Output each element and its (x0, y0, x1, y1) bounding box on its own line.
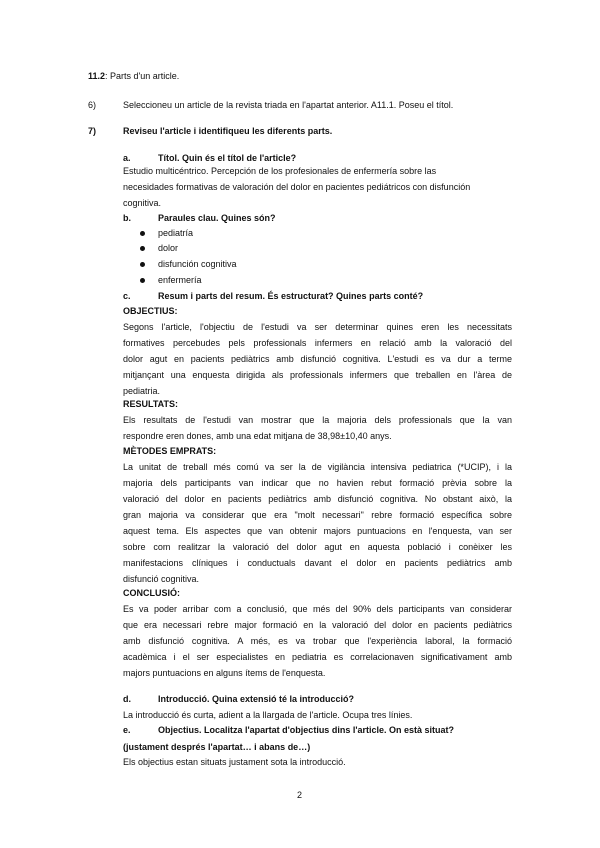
conclusio-line: acadèmica i el ser especialistes en pediatria es correlacionaven significativament amb (123, 652, 512, 662)
answer-a-line: Estudio multicéntrico. Percepción de los profesionales de enfermería sobre las (123, 166, 437, 176)
question-b-text: Paraules clau. Quines són? (158, 213, 276, 223)
metodes-line: gran majoria va considerar que era "molt necessari" rebre formació específica sobre (123, 510, 512, 520)
bullet-icon (140, 262, 145, 267)
keyword-item: pediatría (158, 228, 194, 238)
answer-a-line: cognitiva. (123, 198, 162, 208)
conclusio-line: que era necessari rebre major formació en la valoració del dolor en pacients pediàtrics (123, 620, 512, 630)
question-d-letter: d. (123, 694, 131, 704)
question-c-text: Resum i parts del resum. És estructurat? Quines parts conté? (158, 291, 424, 301)
metodes-line: majoria dels participants van indicar que no havien rebut formació prèvia sobre la (123, 478, 512, 488)
metodes-line: sobre com realitzar la valoració del dolor agut en aquesta població i conèixer les (123, 542, 512, 552)
resultats-line: respondre eren dones, amb una edat mitjana de 38,98±10,40 anys. (123, 431, 392, 441)
item-7-number: 7) (88, 126, 97, 136)
item-6-text: Seleccioneu un article de la revista triada en l'apartat anterior. A11.1. Poseu el títol. (123, 100, 454, 110)
metodes-heading: MÈTODES EMPRATS: (123, 446, 217, 456)
objectius-line: mitjançant una enquesta dirigida als professionals infermers que treballen en l'àrea de (123, 370, 512, 380)
question-c-letter: c. (123, 291, 131, 301)
keyword-item: disfunción cognitiva (158, 259, 237, 269)
section-heading (88, 70, 179, 82)
conclusio-line: Es va poder arribar com a conclusió, que més del 90% dels participants van considerar (123, 604, 512, 614)
conclusio-heading: CONCLUSIÓ: (123, 588, 180, 598)
answer-d: La introducció és curta, adient a la llargada de l'article. Ocupa tres línies. (123, 710, 413, 720)
objectius-heading: OBJECTIUS: (123, 306, 178, 316)
item-6-number: 6) (88, 100, 97, 110)
conclusio-line: majors puntuacions en alguns ítems de l'enquesta. (123, 668, 326, 678)
bullet-icon (140, 246, 145, 251)
answer-a-line: necesidades formativas de valoración del dolor en pacientes pediátricos con disfunción (123, 182, 471, 192)
question-b-letter: b. (123, 213, 131, 223)
bullet-icon (140, 278, 145, 283)
question-a-letter: a. (123, 153, 131, 163)
answer-e: Els objectius estan situats justament sota la introducció. (123, 757, 346, 767)
question-a-text: Títol. Quin és el títol de l'article? (158, 153, 297, 163)
metodes-line: aquest tema. Els aspectes que van obtenir majors puntuacions en l'enquesta, van ser (123, 526, 512, 536)
question-e-text: Objectius. Localitza l'apartat d'objectius dins l'article. On està situat? (158, 725, 454, 735)
keyword-item: dolor (158, 243, 179, 253)
metodes-line: manifestacions clíniques i conductuals davant el dolor en pacients pediàtrics amb (123, 558, 512, 568)
objectius-line: dolor agut en pacients pediàtrics amb disfunció cognitiva. L'estudi es va dur a terme (123, 354, 512, 364)
metodes-line: disfunció cognitiva. (123, 574, 200, 584)
question-d-text: Introducció. Quina extensió té la introducció? (158, 694, 355, 704)
metodes-line: La unitat de treball més comú va ser la de vigilància intensiva pediatrica (*UCIP), i la (123, 462, 512, 472)
bullet-icon (140, 231, 145, 236)
question-e-letter: e. (123, 725, 131, 735)
resultats-line: Els resultats de l'estudi van mostrar que la majoria dels professionals que la van (123, 415, 512, 425)
metodes-line: valoració del dolor en pacients pediàtrics amb disfunció cognitiva. No obstant això, la (123, 494, 512, 504)
resultats-heading: RESULTATS: (123, 399, 178, 409)
item-7-text: Reviseu l'article i identifiqueu les diferents parts. (123, 126, 333, 136)
keyword-item: enfermería (158, 275, 202, 285)
section-number: 11.2 (88, 71, 106, 81)
section-title: : Parts d'un article. (105, 71, 180, 81)
conclusio-line: amb disfunció cognitiva. A més, es va trobar que l'experiència laboral, la formació (123, 636, 512, 646)
objectius-line: pediatria. (123, 386, 161, 396)
page-number: 2 (297, 790, 303, 800)
question-e-subtext: (justament després l'apartat… i abans de…) (123, 742, 311, 752)
objectius-line: Segons l'article, l'objectiu de l'estudi va ser determinar quines eren les necessitats (123, 322, 512, 332)
objectius-line: formatives percebudes pels professionals infermers en relació amb la valoració del (123, 338, 512, 348)
